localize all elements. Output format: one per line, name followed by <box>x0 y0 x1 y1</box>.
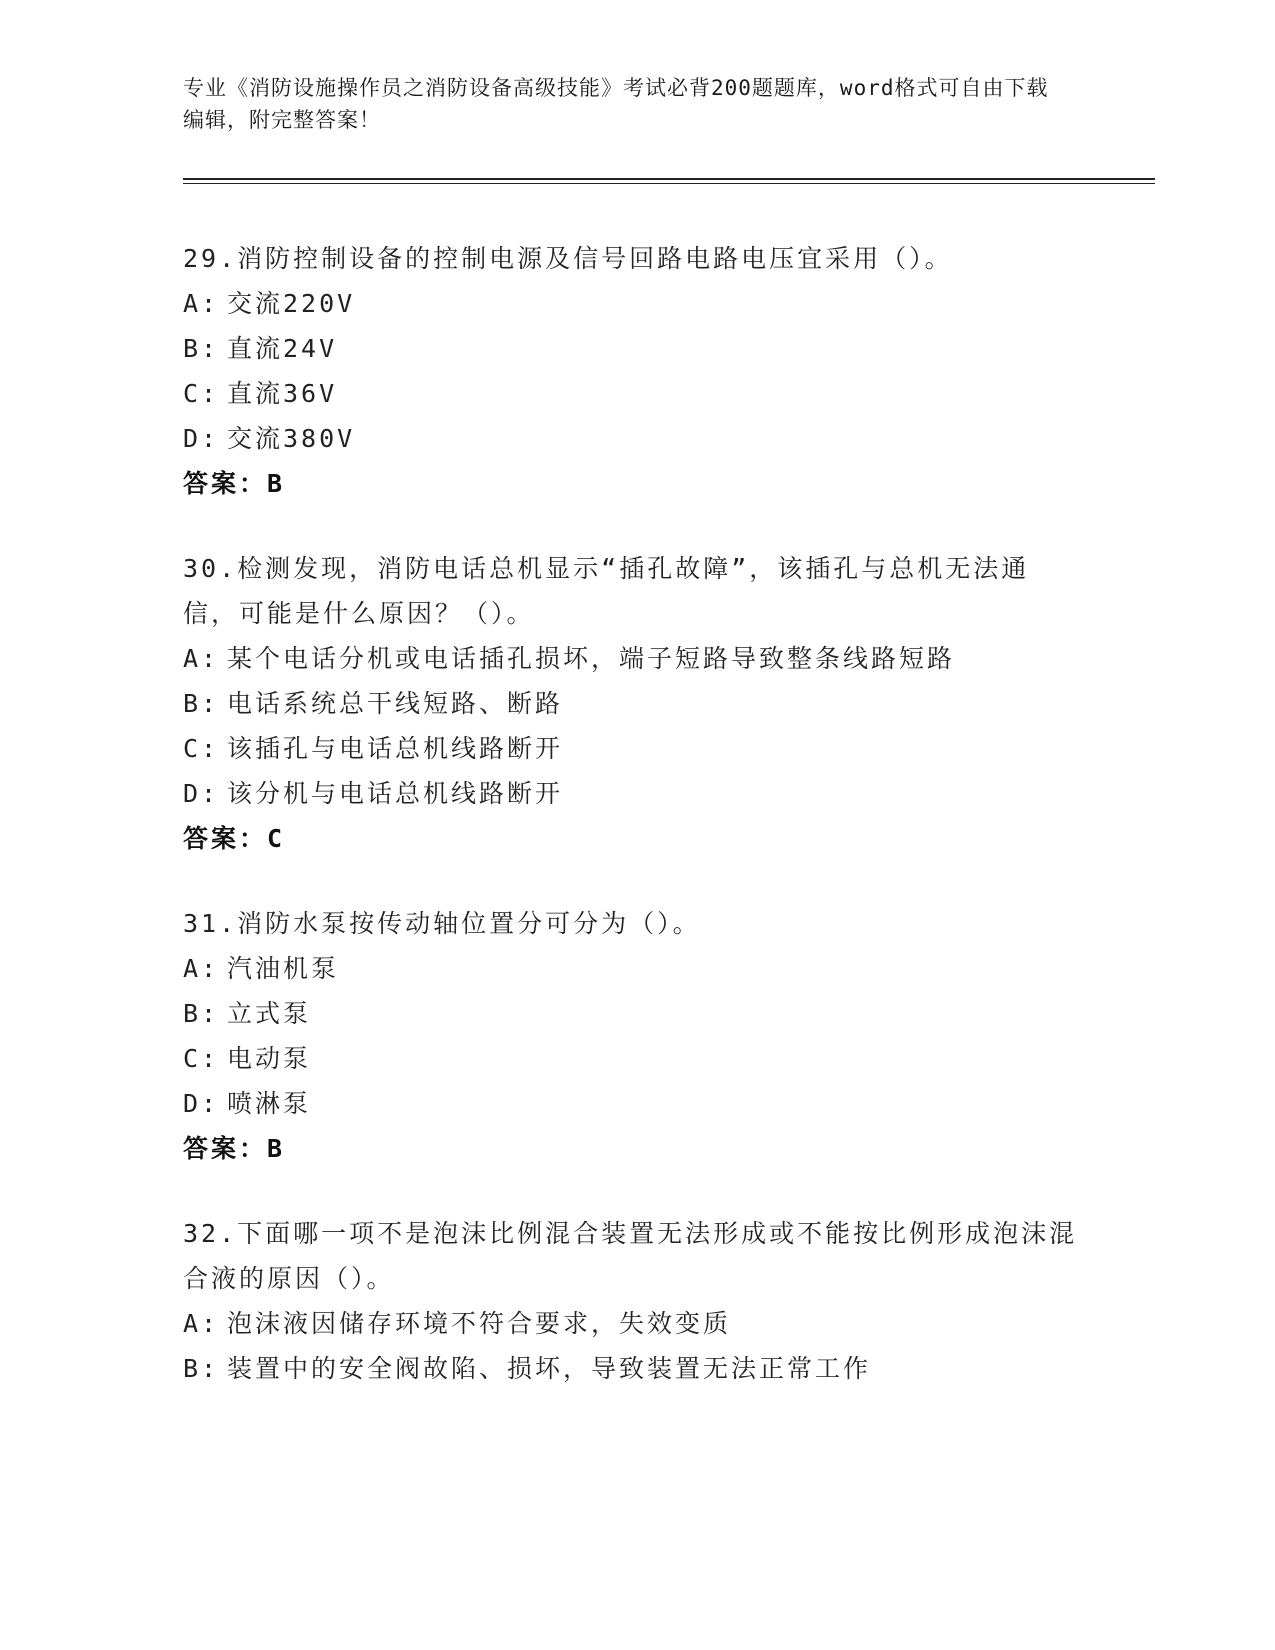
option-b <box>183 326 1083 371</box>
option-letter: B: <box>183 689 220 718</box>
option-text: 某个电话分机或电话插孔损坏，端子短路导致整条线路短路 <box>227 644 956 673</box>
header-divider-thick <box>183 178 1155 180</box>
option-text: 该插孔与电话总机线路断开 <box>227 734 564 763</box>
header-divider-thin <box>183 183 1155 184</box>
option-text: 交流380V <box>227 424 356 453</box>
question-stem: 31.消防水泵按传动轴位置分可分为（）。 <box>183 909 701 938</box>
option-text: 该分机与电话总机线路断开 <box>227 779 564 808</box>
option-text: 交流220V <box>227 289 356 318</box>
option-letter: B: <box>183 999 220 1028</box>
option-letter: A: <box>183 1309 220 1338</box>
question-stem: 29.消防控制设备的控制电源及信号回路电路电压宜采用（）。 <box>183 244 953 273</box>
option-b <box>183 1346 1083 1391</box>
answer-line: 答案：B <box>183 469 286 498</box>
option-letter: D: <box>183 1089 220 1118</box>
option-d <box>183 771 1083 816</box>
option-c <box>183 371 1083 416</box>
option-a <box>183 946 1083 991</box>
option-text: 立式泵 <box>227 999 312 1028</box>
option-c <box>183 1036 1083 1081</box>
option-letter: C: <box>183 379 220 408</box>
option-letter: A: <box>183 644 220 673</box>
answer-line: 答案：B <box>183 1134 286 1163</box>
option-letter: C: <box>183 1044 220 1073</box>
question-stem: 30.检测发现，消防电话总机显示“插孔故障”，该插孔与总机无法通信，可能是什么原因？（）。 <box>183 554 1030 628</box>
question-32 <box>183 1211 1083 1391</box>
option-letter: B: <box>183 1354 220 1383</box>
option-letter: A: <box>183 289 220 318</box>
option-d <box>183 416 1083 461</box>
option-a <box>183 1301 1083 1346</box>
option-text: 直流36V <box>227 379 338 408</box>
option-letter: A: <box>183 954 220 983</box>
option-letter: D: <box>183 779 220 808</box>
question-31 <box>183 901 1083 1171</box>
question-30 <box>183 546 1083 861</box>
option-a <box>183 281 1083 326</box>
option-a <box>183 636 1083 681</box>
question-list <box>183 236 1083 1431</box>
option-text: 汽油机泵 <box>227 954 340 983</box>
option-text: 喷淋泵 <box>227 1089 312 1118</box>
option-text: 电话系统总干线短路、断路 <box>227 689 564 718</box>
answer-line: 答案：C <box>183 824 286 853</box>
option-text: 装置中的安全阀故陷、损坏，导致装置无法正常工作 <box>227 1354 872 1383</box>
option-letter: B: <box>183 334 220 363</box>
question-stem: 32.下面哪一项不是泡沫比例混合装置无法形成或不能按比例形成泡沫混合液的原因（）。 <box>183 1219 1078 1293</box>
option-letter: D: <box>183 424 220 453</box>
option-text: 电动泵 <box>227 1044 312 1073</box>
option-text: 泡沫液因储存环境不符合要求，失效变质 <box>227 1309 732 1338</box>
option-c <box>183 726 1083 771</box>
option-text: 直流24V <box>227 334 338 363</box>
option-b <box>183 991 1083 1036</box>
option-b <box>183 681 1083 726</box>
document-header: 专业《消防设施操作员之消防设备高级技能》考试必背200题题库，word格式可自由下载编辑，附完整答案！ <box>183 76 1049 132</box>
option-letter: C: <box>183 734 220 763</box>
question-29 <box>183 236 1083 506</box>
option-d <box>183 1081 1083 1126</box>
